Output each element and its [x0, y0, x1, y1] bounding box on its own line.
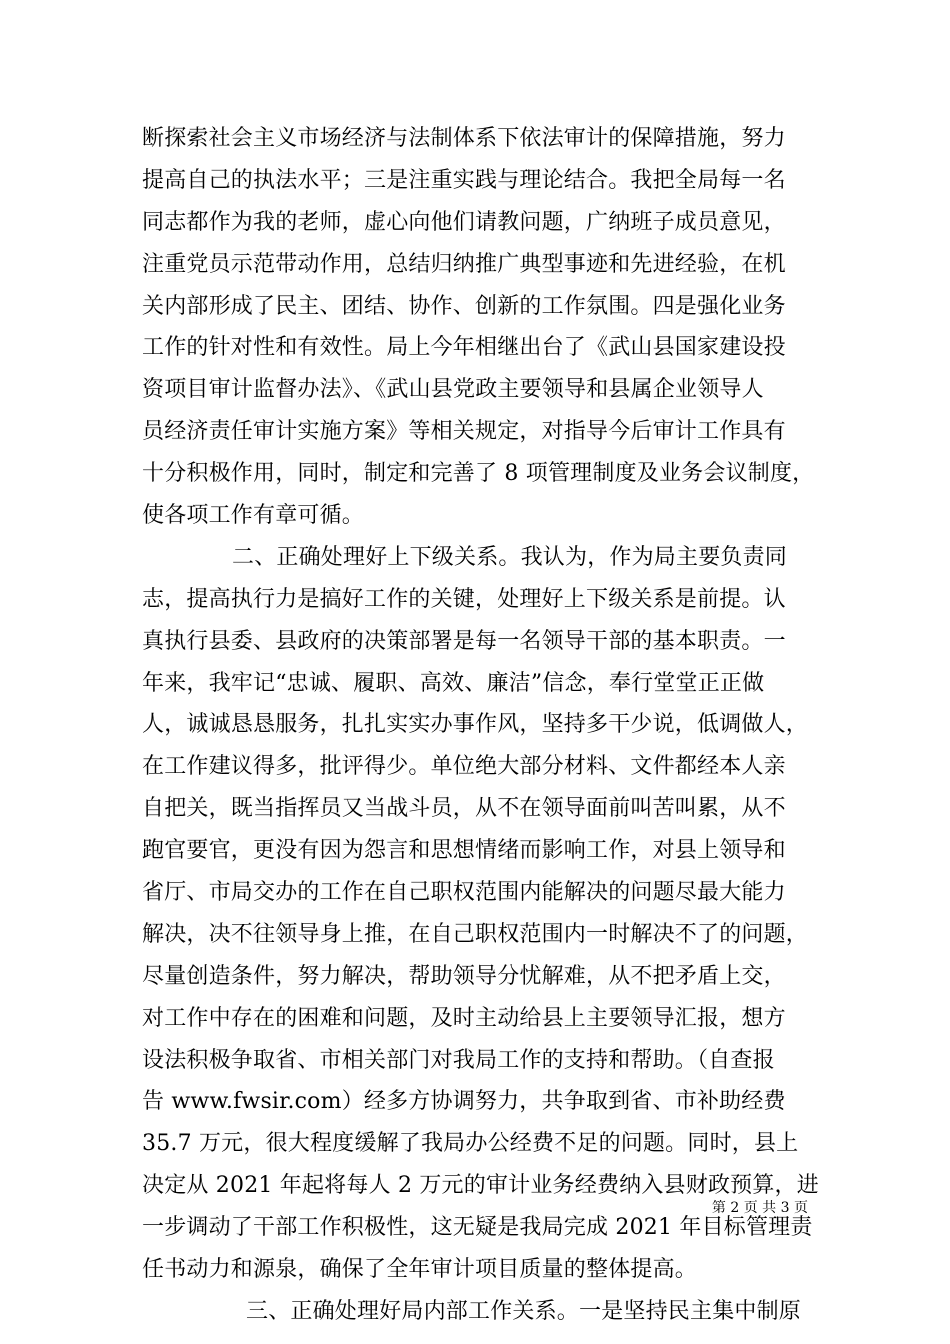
text-line: 注重党员示范带动作用，总结归纳推广典型事迹和先进经验，在机 [142, 251, 786, 277]
text-line: 告 www.fwsir.com）经多方协调努力，共争取到省、市补助经费 [142, 1089, 786, 1115]
text-line: 年来，我牢记“忠诚、履职、高效、廉洁”信念，奉行堂堂正正做 [142, 670, 765, 696]
text-line: 跑官要官，更没有因为怨言和思想情绪而影响工作，对县上领导和 [142, 838, 786, 864]
body-text [142, 118, 842, 1333]
text-line: 工作的针对性和有效性。局上今年相继出台了《武山县国家建设投 [142, 335, 786, 361]
text-line: 决定从 2021 年起将每人 2 万元的审计业务经费纳入县财政预算，进 [142, 1173, 819, 1199]
text-line: 真执行县委、县政府的决策部署是每一名领导干部的基本职责。一 [142, 628, 786, 654]
text-line: 在工作建议得多，批评得少。单位绝大部分材料、文件都经本人亲 [142, 754, 786, 780]
text-line: 十分积极作用，同时，制定和完善了 8 项管理制度及业务会议制度， [142, 461, 815, 487]
page-footer: 第 2 页 共 3 页 [711, 1200, 808, 1216]
text-line: 对工作中存在的困难和问题，及时主动给县上主要领导汇报，想方 [142, 1005, 786, 1031]
text-line: 志，提高执行力是搞好工作的关键，处理好上下级关系是前提。认 [142, 586, 786, 612]
text-line: 使各项工作有章可循。 [142, 503, 365, 529]
text-line: 人，诚诚恳恳服务，扎扎实实办事作风，坚持多干少说，低调做人， [142, 712, 809, 738]
text-line: 提高自己的执法水平；三是注重实践与理论结合。我把全局每一名 [142, 167, 786, 193]
section-heading-line: 三、正确处理好局内部工作关系。一是坚持民主集中制原 [246, 1298, 802, 1324]
text-line: 自把关，既当指挥员又当战斗员，从不在领导面前叫苦叫累，从不 [142, 796, 786, 822]
text-line: 35.7 万元，很大程度缓解了我局办公经费不足的问题。同时，县上 [142, 1131, 799, 1157]
text-line: 一步调动了干部工作积极性，这无疑是我局完成 2021 年目标管理责 [142, 1215, 813, 1241]
text-line: 关内部形成了民主、团结、协作、创新的工作氛围。四是强化业务 [142, 293, 786, 319]
text-line: 设法积极争取省、市相关部门对我局工作的支持和帮助。（自查报 [142, 1047, 775, 1073]
section-heading-line: 二、正确处理好上下级关系。我认为，作为局主要负责同 [232, 544, 788, 570]
text-line: 解决，决不往领导身上推，在自己职权范围内一时解决不了的问题， [142, 921, 809, 947]
text-line: 资项目审计监督办法》、《武山县党政主要领导和县属企业领导人 [142, 377, 764, 403]
text-line: 同志都作为我的老师，虚心向他们请教问题，广纳班子成员意见， [142, 209, 786, 235]
text-line: 员经济责任审计实施方案》等相关规定，对指导今后审计工作具有 [142, 419, 786, 445]
text-line: 任书动力和源泉，确保了全年审计项目质量的整体提高。 [142, 1257, 698, 1283]
text-line: 省厅、市局交办的工作在自己职权范围内能解决的问题尽最大能力 [142, 880, 786, 906]
text-line: 断探索社会主义市场经济与法制体系下依法审计的保障措施，努力 [142, 126, 786, 151]
text-line: 尽量创造条件，努力解决，帮助领导分忧解难，从不把矛盾上交， [142, 963, 786, 989]
